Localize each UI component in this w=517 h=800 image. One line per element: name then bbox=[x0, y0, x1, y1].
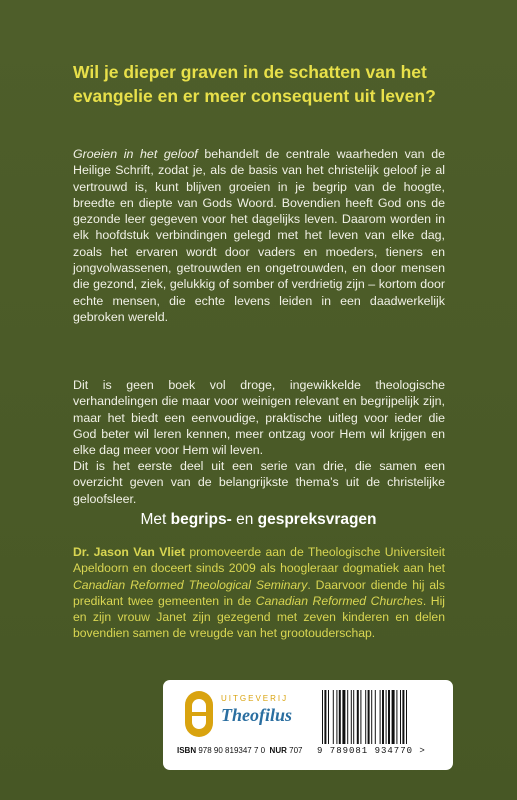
tagline bbox=[0, 511, 517, 529]
headline: Wil je dieper graven in de schatten van het evangelie en er meer consequent uit leven? bbox=[73, 62, 436, 106]
author-bio bbox=[73, 544, 445, 642]
barcode-bar bbox=[351, 690, 352, 744]
barcode-bar bbox=[360, 690, 361, 744]
description-paragraph-3: Dit is het eerste deel uit een serie van drie, die samen een overzicht geven van de belangrijkste thema’s uit de christelijke geloofsleer. bbox=[73, 459, 445, 506]
barcode-bar bbox=[400, 690, 401, 744]
barcode-bar bbox=[396, 690, 397, 744]
bio-churches: Canadian Reformed Churches bbox=[255, 593, 423, 608]
barcode-bar bbox=[392, 690, 395, 744]
barcode-bar bbox=[365, 690, 366, 744]
barcode-bar bbox=[371, 690, 372, 744]
tagline-prefix: Met bbox=[140, 511, 171, 528]
author-name: Dr. Jason Van Vliet bbox=[73, 545, 185, 559]
barcode-bar bbox=[357, 690, 359, 744]
bio-text-2: . Daarvoor diende hij als predikant twee gemeenten in de bbox=[73, 577, 445, 608]
barcode-bar bbox=[353, 690, 354, 744]
barcode-bar bbox=[324, 690, 326, 744]
isbn-number: 978 90 819347 7 0 bbox=[198, 746, 266, 755]
tagline-bold-1: begrips- bbox=[170, 511, 232, 528]
nur-label: NUR bbox=[269, 746, 287, 755]
paragraph-1-text: behandelt de centrale waarheden van de Heilige Schrift, zodat je, als de basis van het christelijk geloof je al vertrouwd is, kunt blijven groeien in je begrip van de hoogte, breedte en diepte van Gods Woord. Bovendien heeft God ons de gezonde leer gegeven voor het dagelijks leven. Daarom worden in elk hoofdstuk verbindingen gelegd met het leven van elke dag, zoals het ervaren wordt door vaders en moeders, tieners en jongvolwassenen, getrouwden en ongetrouwden, en door mensen die gezond, ziek, gelukkig of somber of verdrietig zijn – kortom door echte mensen, die echte levens leiden in een daadwerkelijk gebroken wereld. bbox=[73, 147, 445, 324]
description-paragraph-2: Dit is geen boek vol droge, ingewikkelde theologische verhandelingen die maar voor weinigen relevant en begrijpelijk zijn, maar het biedt een eenvoudige, praktische uitleg voor ieder die God beter wil leren kennen, meer ontzag voor Hem wil krijgen en elke dag meer voor Hem wil leven. bbox=[73, 378, 445, 458]
isbn-label: ISBN bbox=[177, 746, 197, 755]
bio-text-3: . Hij en zijn vrouw Janet zijn gezegend met zeven kinderen en delen bovendien samen de vreugde van het grootouderschap. bbox=[73, 593, 445, 641]
publisher-logo-icon bbox=[185, 691, 213, 737]
barcode-bar bbox=[339, 690, 341, 744]
description-paragraph-1 bbox=[73, 146, 445, 325]
barcode-digits: 9 789081 934770 > bbox=[317, 746, 426, 756]
barcode-bar bbox=[328, 690, 329, 744]
barcode-bar bbox=[375, 690, 376, 744]
barcode-bar bbox=[342, 690, 345, 744]
publisher-name: Theofilus bbox=[221, 705, 293, 725]
tagline-bold-2: gespreksvragen bbox=[257, 511, 377, 528]
publisher-top-label: UITGEVERIJ bbox=[221, 694, 289, 703]
nur-number: 707 bbox=[289, 746, 303, 755]
isbn-line bbox=[177, 746, 302, 755]
barcode-bar bbox=[386, 690, 387, 744]
barcode-bar bbox=[388, 690, 390, 744]
barcode-icon bbox=[321, 690, 439, 744]
bio-institution: Canadian Reformed Theological Seminary bbox=[73, 577, 308, 592]
barcode-bar bbox=[402, 690, 404, 744]
bio-text-1: promoveerde aan de Theologische Universiteit Apeldoorn en doceert sinds 2009 als hoogleraar dogmatiek aan het bbox=[73, 545, 445, 576]
barcode-bar bbox=[347, 690, 348, 744]
barcode-bar bbox=[333, 690, 334, 744]
barcode-bar bbox=[322, 690, 323, 744]
tagline-middle: en bbox=[231, 511, 258, 528]
barcode-bar bbox=[380, 690, 381, 744]
book-title-inline: Groeien in het geloof bbox=[73, 147, 198, 161]
barcode-bar bbox=[368, 690, 370, 744]
barcode-bar bbox=[336, 690, 337, 744]
publisher-label-box bbox=[163, 680, 453, 770]
barcode-bar bbox=[406, 690, 407, 744]
barcode-bar bbox=[382, 690, 384, 744]
